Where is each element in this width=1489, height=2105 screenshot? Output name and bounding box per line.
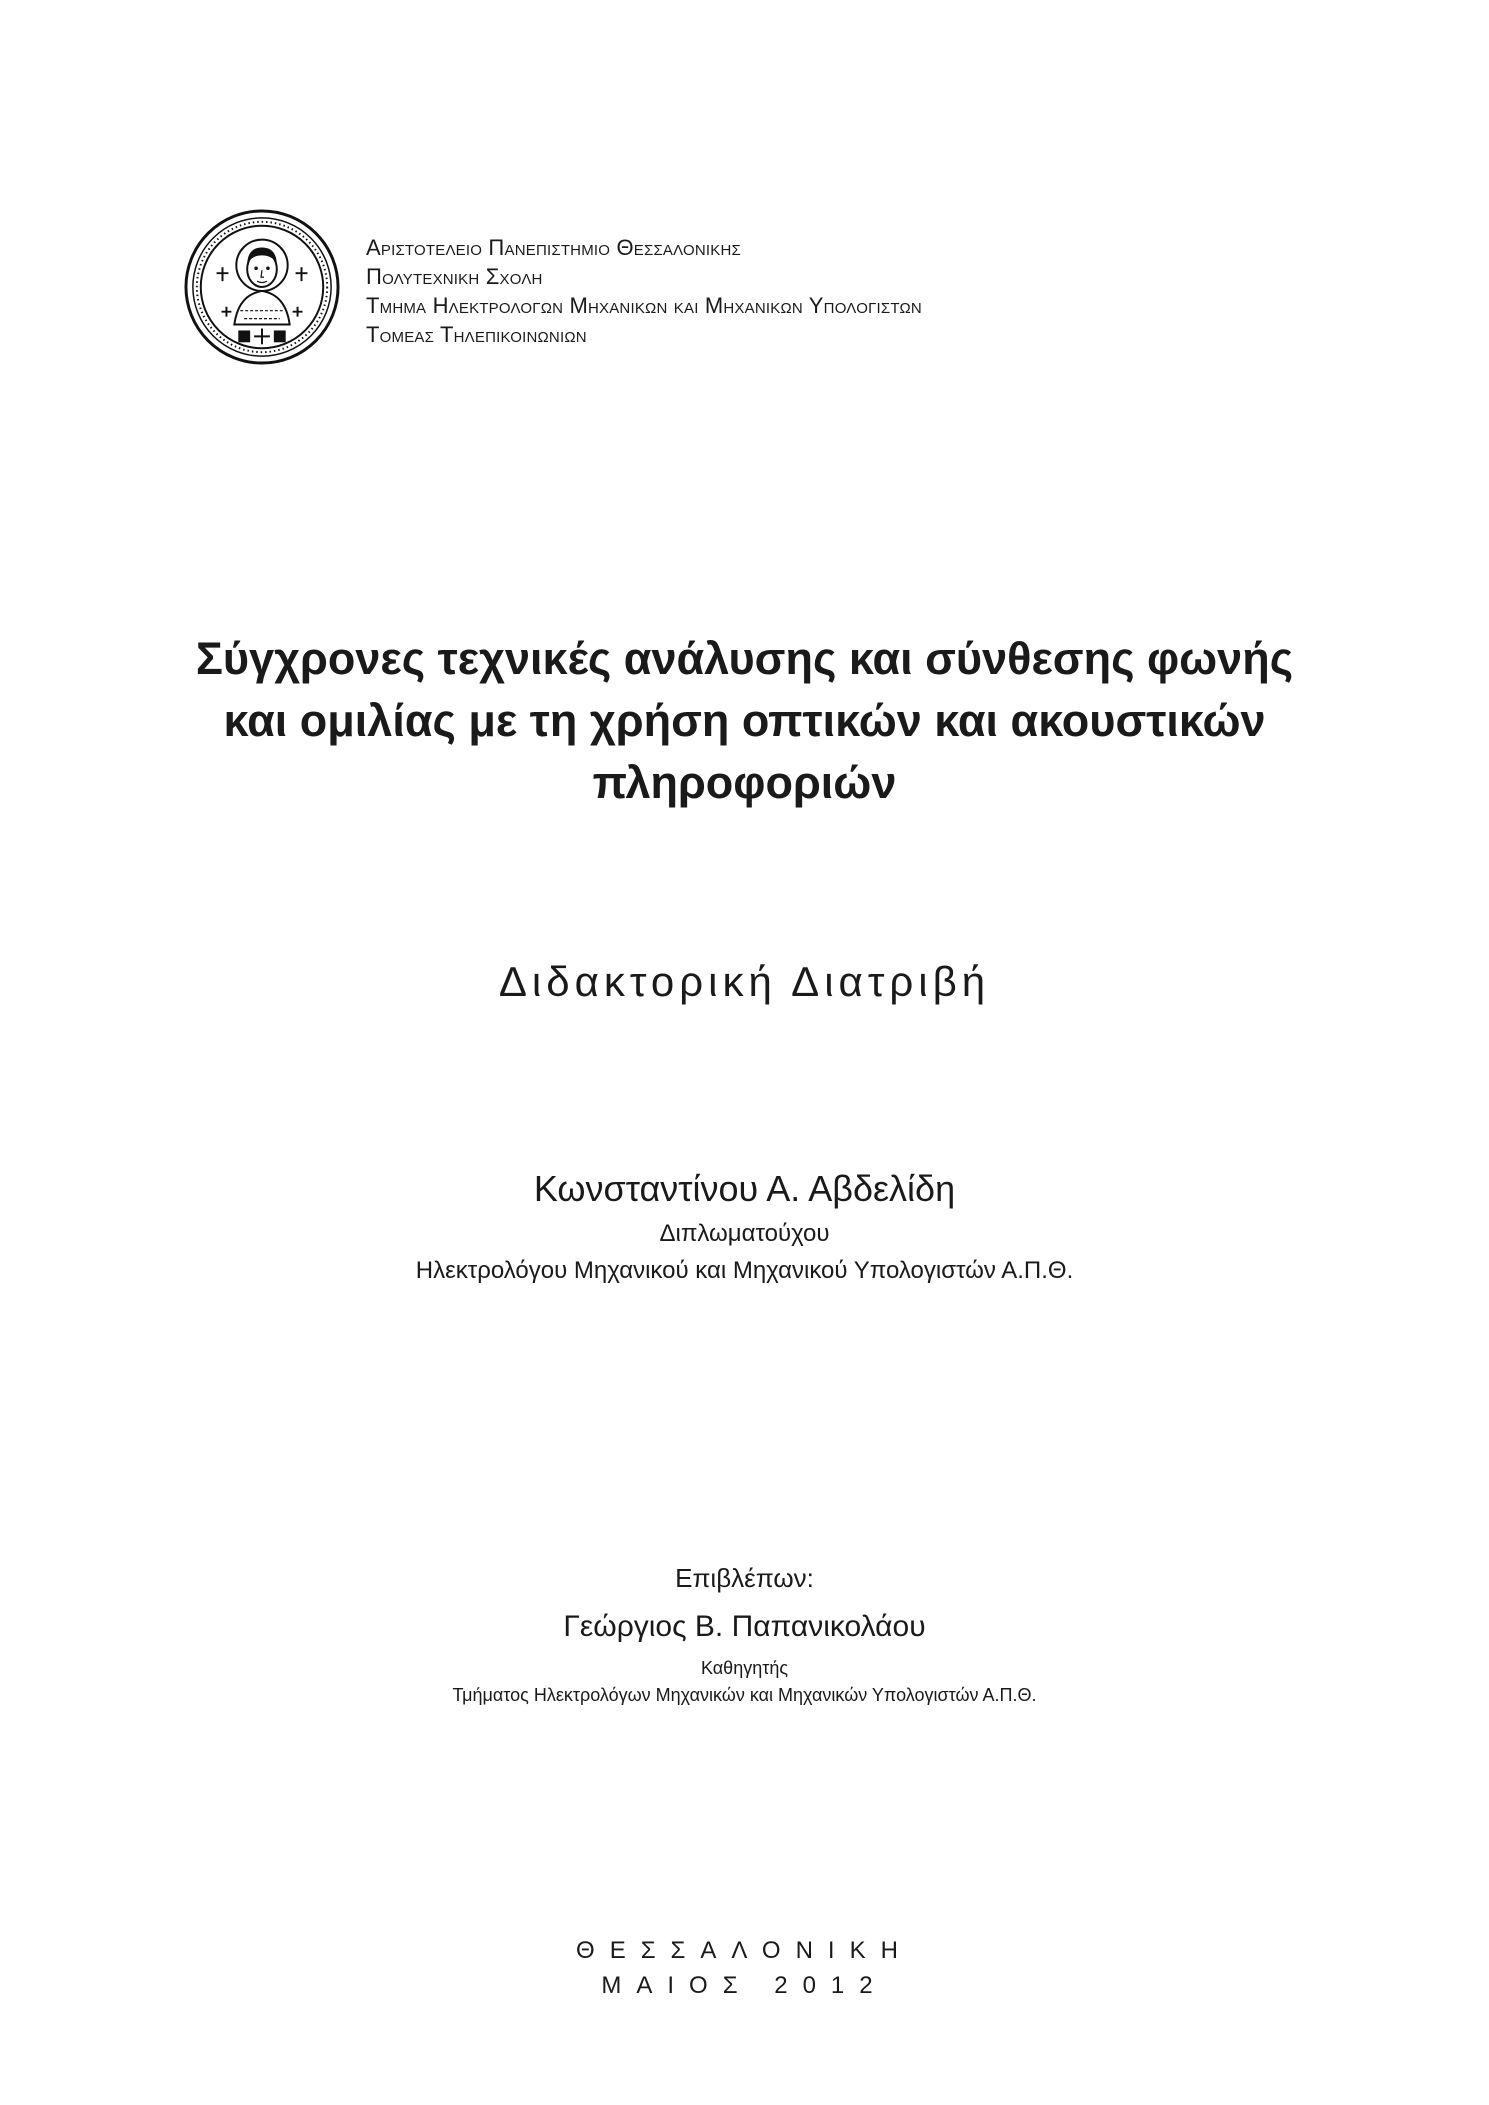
author-field: Ηλεκτρολόγου Μηχανικού και Μηχανικού Υπολογιστών Α.Π.Θ. bbox=[415, 1257, 1074, 1284]
school-name: Πολυτεχνικη Σχολη bbox=[366, 264, 543, 289]
institution-header bbox=[366, 233, 922, 349]
university-seal-icon bbox=[183, 208, 341, 366]
supervisor-name: Γεώργιος Β. Παπανικολάου bbox=[563, 1610, 926, 1643]
city: ΘΕΣΣΑΛΟΝΙΚΗ bbox=[576, 1937, 913, 1964]
university-name: Αριστοτελειο Πανεπιστημιο Θεσσαλονικης bbox=[366, 235, 742, 260]
thesis-title bbox=[0, 628, 1489, 814]
thesis-type: Διδακτορική Διατριβή bbox=[498, 958, 991, 1005]
supervisor-role: Καθηγητής bbox=[700, 1658, 789, 1678]
department-name: Τμημα Ηλεκτρολογων Μηχανικων και Μηχανικων Υπολογιστων bbox=[366, 293, 922, 318]
author-name: Κωνσταντίνου Α. Αβδελίδη bbox=[533, 1168, 956, 1209]
supervisor-label: Επιβλέπων: bbox=[675, 1563, 814, 1593]
author-degree: Διπλωματούχου bbox=[659, 1220, 830, 1247]
supervisor-department: Τμήματος Ηλεκτρολόγων Μηχανικών και Μηχανικών Υπολογιστών Α.Π.Θ. bbox=[452, 1685, 1037, 1705]
thesis-title-line: και ομιλίας με τη χρήση οπτικών και ακουστικών bbox=[223, 695, 1266, 746]
thesis-title-line: Σύγχρονες τεχνικές ανάλυσης και σύνθεσης φωνής bbox=[195, 633, 1294, 684]
sector-name: Τομεας Τηλεπικοινωνιων bbox=[366, 322, 587, 347]
date: ΜΑΙΟΣ 2012 bbox=[601, 1972, 888, 1999]
thesis-title-line: πληροφοριών bbox=[592, 757, 897, 808]
